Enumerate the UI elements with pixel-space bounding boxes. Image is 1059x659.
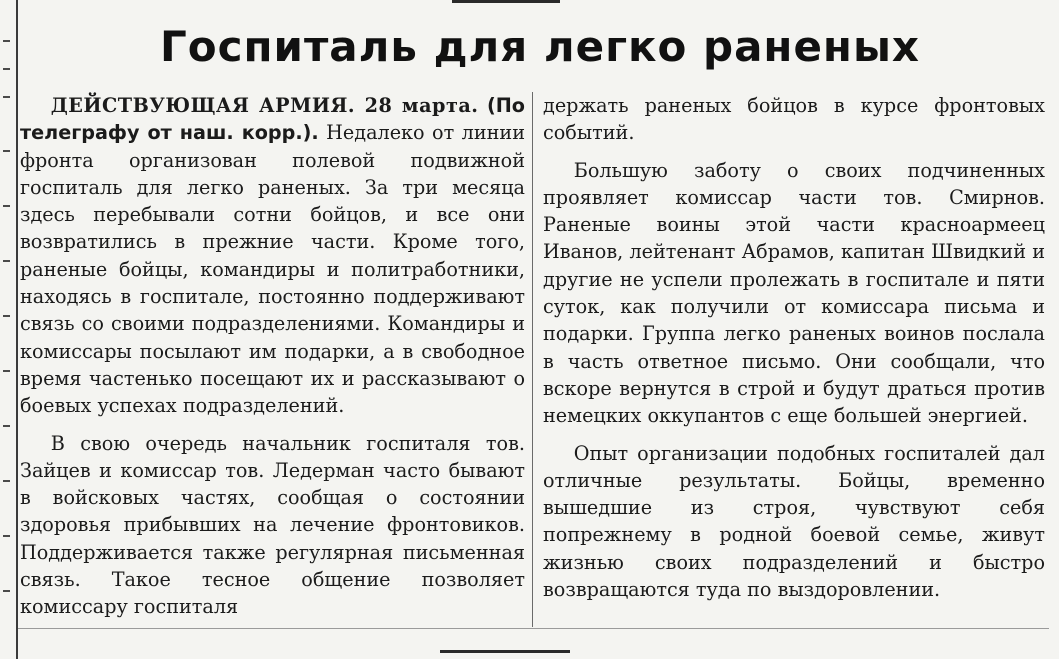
- top-rule: [452, 0, 560, 3]
- dateline: ДЕЙСТВУЮЩАЯ АРМИЯ. 28 марта.: [50, 94, 479, 117]
- paragraph-1-text: Недалеко от линии фронта организован полевой подвижной госпиталь для легко раненых. За три месяца здесь перебывали сотни бойцов, и все они возвратились в прежние части. Кроме того, раненые бойцы, командиры и политработники, находясь в госпитале, постоянно поддерживают связь со своими подразделениями. Командиры и комиссары посылают им подарки, а в свободное время частенько посещают их и рассказывают о боевых успехах подразделений.: [20, 121, 525, 418]
- article-paragraph-1: [20, 92, 525, 420]
- byline: (По телеграфу от наш. корр.).: [20, 94, 525, 145]
- article-headline: Госпиталь для легко раненых: [159, 22, 921, 71]
- article-paragraph-2-continued: держать раненых бойцов в курсе фронтовых событий.: [543, 94, 1045, 145]
- column-divider: [532, 92, 533, 627]
- article-paragraph-4: Опыт организации подобных госпиталей дал отличные результаты. Бойцы, временно вышедшие из строя, чувствуют себя попрежнему в родной боевой семье, живут жизнью своих подразделений и быстро возвращаются туда по выздоровлении.: [543, 441, 1045, 602]
- article-column-right: [543, 92, 1045, 603]
- left-margin-edge: [0, 0, 18, 659]
- article-paragraph-3: Большую заботу о своих подчиненных проявляет комиссар части тов. Смирнов. Раненые воины этой части красноармеец Иванов, лейтенант Абрамов, капитан Швидкий и другие не успели пролежать в госпитале и пяти суток, как получили от комиссара письма и подарки. Группа легко раненых воинов послала в часть ответное письмо. Они сообщали, что вскоре вернутся в строй и будут драться против немецких оккупантов с еще большей энергией.: [543, 158, 1045, 428]
- bottom-rule: [440, 650, 570, 653]
- bottom-border: [18, 628, 1049, 629]
- article-column-left: [20, 92, 525, 621]
- article-paragraph-2: В свою очередь начальник госпиталя тов. Зайцев и комиссар тов. Ледерман часто бывают в войсковых частях, сообщая о состоянии здоровья прибывших на лечение фронтовиков. Поддерживается также регулярная письменная связь. Такое тесное общение позволяет комиссару госпиталя: [20, 431, 525, 619]
